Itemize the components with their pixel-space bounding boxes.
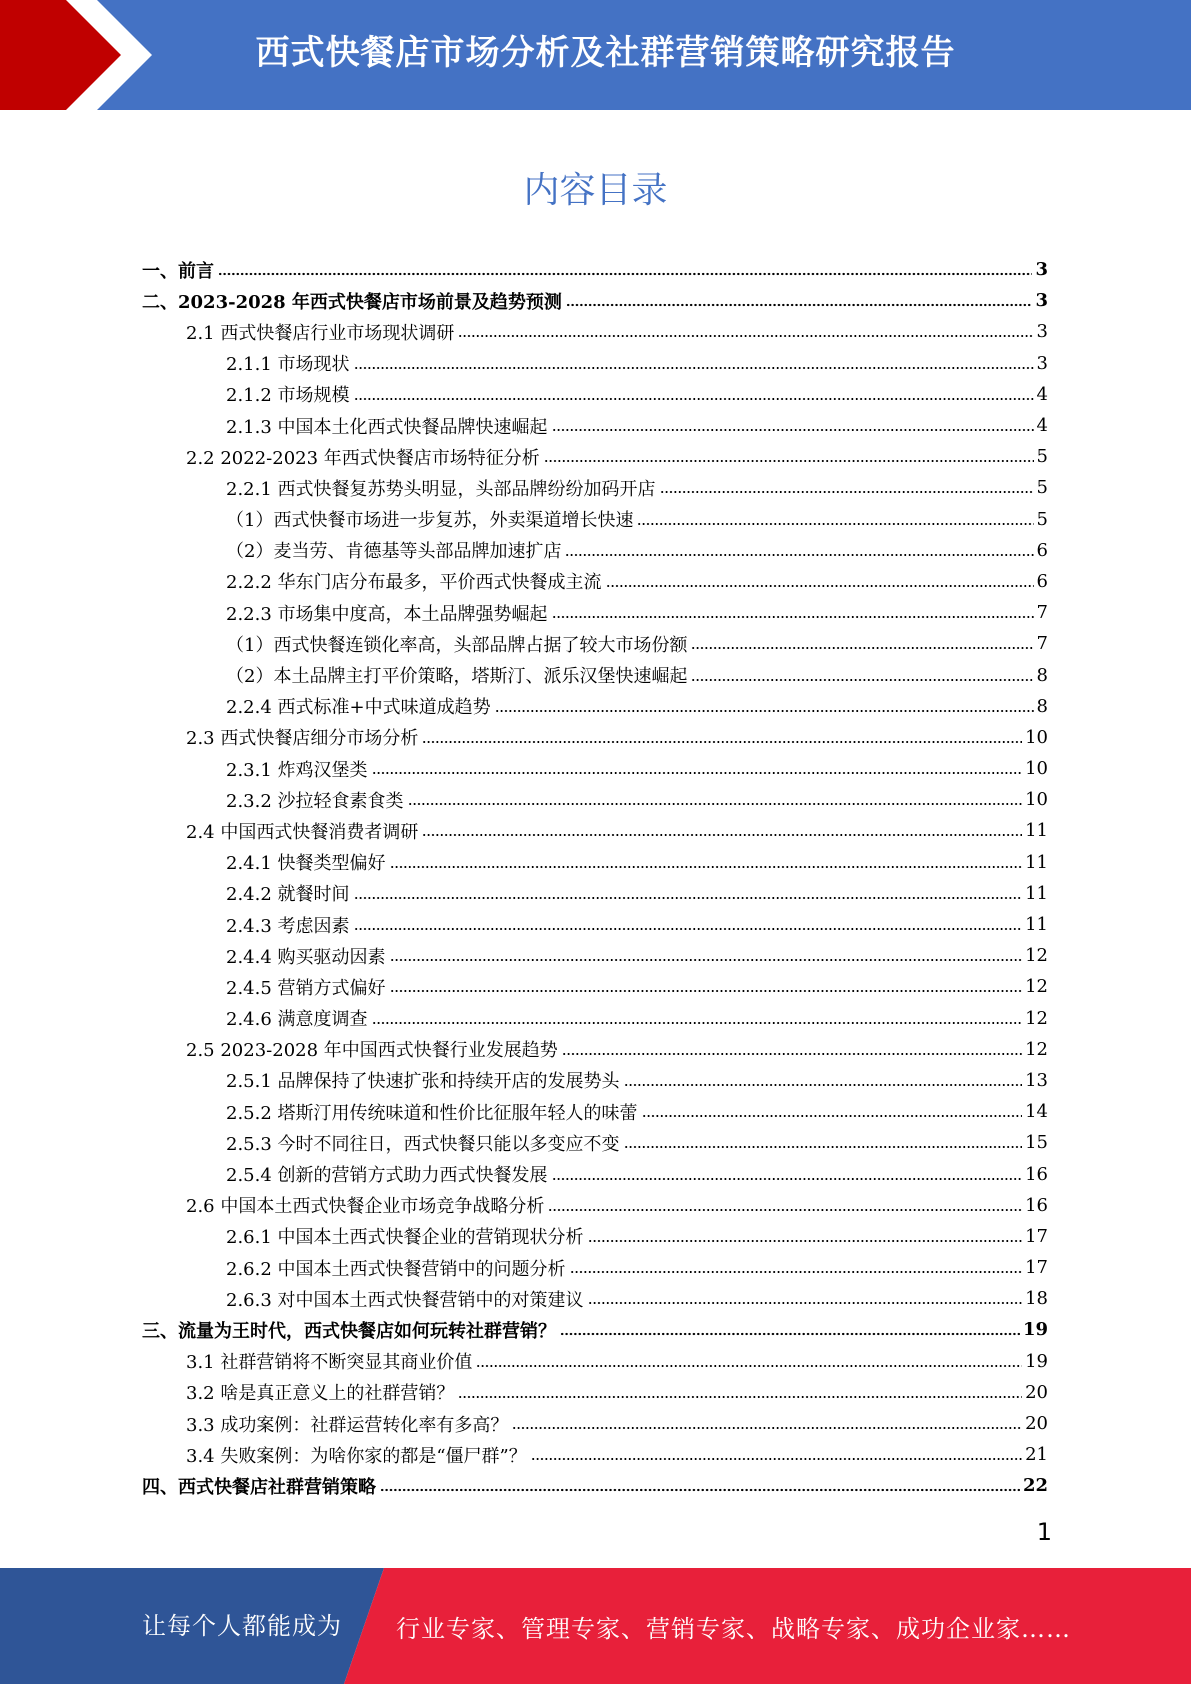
toc-entry-page: 19 xyxy=(1022,1319,1048,1341)
toc-entry-label: 3.2 啥是真正意义上的社群营销？ xyxy=(186,1383,455,1405)
toc-entry-label: 2.2.3 市场集中度高，本土品牌强势崛起 xyxy=(226,603,548,625)
toc-entry-label: 2.4.2 就餐时间 xyxy=(226,884,350,906)
footer-slogan-left: 让每个人都能成为 xyxy=(142,1612,342,1640)
toc-entry-label: 2.6.1 中国本土西式快餐企业的营销现状分析 xyxy=(226,1227,584,1249)
toc-dot-leader xyxy=(218,272,1032,276)
toc-entry-page: 20 xyxy=(1025,1413,1048,1435)
toc-dot-leader xyxy=(548,1208,1022,1212)
toc-entry-page: 18 xyxy=(1025,1288,1048,1310)
toc-dot-leader xyxy=(495,709,1034,713)
toc-dot-leader xyxy=(458,1395,1022,1399)
toc-entry-page: 19 xyxy=(1025,1350,1048,1372)
toc-dot-leader xyxy=(476,1364,1022,1368)
toc-entry[interactable] xyxy=(142,316,1048,347)
toc-entry-page: 14 xyxy=(1025,1101,1048,1123)
toc-entry[interactable] xyxy=(142,1065,1048,1096)
toc-entry-page: 10 xyxy=(1025,789,1048,811)
toc-dot-leader xyxy=(544,459,1034,463)
toc-entry[interactable] xyxy=(142,940,1048,971)
toc-entry[interactable] xyxy=(142,472,1048,503)
toc-entry[interactable] xyxy=(142,815,1048,846)
toc-entry[interactable] xyxy=(142,1408,1048,1439)
toc-entry[interactable] xyxy=(142,1439,1048,1470)
toc-dot-leader xyxy=(552,615,1034,619)
toc-entry-page: 22 xyxy=(1022,1475,1048,1497)
toc-entry-label: 3.1 社群营销将不断突显其商业价值 xyxy=(186,1352,473,1374)
toc-dot-leader xyxy=(380,1488,1020,1492)
toc-dot-leader xyxy=(372,1021,1023,1025)
toc-entry-label: 2.6.2 中国本土西式快餐营销中的问题分析 xyxy=(226,1258,566,1280)
toc-entry[interactable] xyxy=(142,784,1048,815)
toc-entry-label: 2.1 西式快餐店行业市场现状调研 xyxy=(186,322,455,344)
toc-entry-page: 3 xyxy=(1035,259,1048,281)
toc-entry-label: 2.3.2 沙拉轻食素食类 xyxy=(226,790,404,812)
toc-entry-label: 2.1.1 市场现状 xyxy=(226,354,350,376)
page-header xyxy=(0,0,1191,110)
toc-dot-leader xyxy=(562,1052,1022,1056)
toc-entry-page: 6 xyxy=(1036,539,1048,561)
toc-dot-leader xyxy=(458,334,1033,338)
toc-dot-leader xyxy=(422,740,1022,744)
toc-dot-leader xyxy=(372,771,1023,775)
toc-entry-label: 2.1.2 市场规模 xyxy=(226,385,350,407)
toc-entry[interactable] xyxy=(142,597,1048,628)
toc-entry-page: 11 xyxy=(1025,882,1048,904)
toc-entry-page: 3 xyxy=(1036,321,1048,343)
toc-dot-leader xyxy=(354,366,1034,370)
toc-entry-label: 2.5 2023-2028 年中国西式快餐行业发展趋势 xyxy=(186,1040,558,1062)
toc-dot-leader xyxy=(552,428,1034,432)
toc-entry-label: 三、流量为王时代，西式快餐店如何玩转社群营销？ xyxy=(142,1320,556,1342)
toc-entry-page: 11 xyxy=(1025,851,1048,873)
toc-entry[interactable] xyxy=(142,878,1048,909)
toc-entry[interactable] xyxy=(142,504,1048,535)
page-number: 1 xyxy=(1036,1518,1052,1546)
toc-dot-leader xyxy=(390,865,1023,869)
toc-entry-page: 11 xyxy=(1025,820,1048,842)
toc-entry[interactable] xyxy=(142,691,1048,722)
toc-dot-leader xyxy=(354,397,1034,401)
toc-entry-page: 17 xyxy=(1025,1225,1048,1247)
toc-entry-label: 二、2023-2028 年西式快餐店市场前景及趋势预测 xyxy=(142,291,562,313)
report-title: 西式快餐店市场分析及社群营销策略研究报告 xyxy=(255,33,956,73)
toc-entry-label: 2.2 2022-2023 年西式快餐店市场特征分析 xyxy=(186,447,540,469)
toc-entry-label: 2.4.6 满意度调查 xyxy=(226,1009,368,1031)
toc-entry-page: 7 xyxy=(1036,633,1048,655)
toc-entry-label: 2.4.4 购买驱动因素 xyxy=(226,946,386,968)
toc-entry[interactable] xyxy=(142,1158,1048,1189)
toc-entry-page: 10 xyxy=(1025,758,1048,780)
toc-entry-label: 2.2.1 西式快餐复苏势头明显，头部品牌纷纷加码开店 xyxy=(226,478,656,500)
toc-entry-page: 4 xyxy=(1036,415,1048,437)
footer-slogan-right: 行业专家、管理专家、营销专家、战略专家、成功企业家…… xyxy=(396,1615,1071,1643)
toc-entry[interactable] xyxy=(142,1314,1048,1345)
toc-dot-leader xyxy=(642,1114,1023,1118)
toc-entry-label: 四、西式快餐店社群营销策略 xyxy=(142,1476,376,1498)
toc-entry-label: 2.5.2 塔斯汀用传统味道和性价比征服年轻人的味蕾 xyxy=(226,1102,638,1124)
toc-entry-label: （1）西式快餐市场进一步复苏，外卖渠道增长快速 xyxy=(226,510,634,532)
toc-entry[interactable] xyxy=(142,971,1048,1002)
toc-entry[interactable] xyxy=(142,566,1048,597)
toc-entry-page: 12 xyxy=(1025,976,1048,998)
toc-entry-page: 8 xyxy=(1036,664,1048,686)
toc-entry-label: 一、前言 xyxy=(142,260,214,282)
toc-entry-label: 2.3 西式快餐店细分市场分析 xyxy=(186,728,419,750)
toc-entry[interactable] xyxy=(142,1190,1048,1221)
toc-dot-leader xyxy=(552,1177,1023,1181)
toc-entry-label: 3.3 成功案例：社群运营转化率有多高？ xyxy=(186,1414,509,1436)
toc-entry-page: 5 xyxy=(1036,446,1048,468)
toc-entry-label: 2.2.4 西式标准+中式味道成趋势 xyxy=(226,697,491,719)
toc-entry[interactable] xyxy=(142,254,1048,285)
toc-entry-label: 2.4.5 营销方式偏好 xyxy=(226,977,386,999)
toc-entry[interactable] xyxy=(142,753,1048,784)
toc-entry-label: 2.5.3 今时不同往日，西式快餐只能以多变应不变 xyxy=(226,1133,620,1155)
toc-entry-label: 2.6.3 对中国本土西式快餐营销中的对策建议 xyxy=(226,1289,584,1311)
toc-entry[interactable] xyxy=(142,1346,1048,1377)
toc-entry-label: （2）本土品牌主打平价策略，塔斯汀、派乐汉堡快速崛起 xyxy=(226,666,688,688)
toc-entry-page: 16 xyxy=(1025,1194,1048,1216)
toc-dot-leader xyxy=(624,1083,1023,1087)
toc-entry-page: 3 xyxy=(1036,352,1048,374)
toc-dot-leader xyxy=(624,1145,1023,1149)
toc-dot-leader xyxy=(422,833,1022,837)
toc-entry-label: 2.4 中国西式快餐消费者调研 xyxy=(186,821,419,843)
toc-dot-leader xyxy=(565,553,1033,557)
toc-entry-page: 8 xyxy=(1036,695,1048,717)
toc-entry-page: 12 xyxy=(1025,945,1048,967)
table-of-contents xyxy=(142,254,1048,1502)
toc-entry[interactable] xyxy=(142,1252,1048,1283)
toc-entry-page: 4 xyxy=(1036,383,1048,405)
toc-dot-leader xyxy=(570,1270,1023,1274)
toc-dot-leader xyxy=(390,989,1023,993)
toc-dot-leader xyxy=(691,646,1033,650)
toc-entry-page: 11 xyxy=(1025,914,1048,936)
toc-entry[interactable] xyxy=(142,348,1048,379)
toc-entry[interactable] xyxy=(142,285,1048,316)
toc-dot-leader xyxy=(637,522,1033,526)
toc-entry[interactable] xyxy=(142,1034,1048,1065)
toc-entry-label: 2.2.2 华东门店分布最多，平价西式快餐成主流 xyxy=(226,572,602,594)
toc-entry[interactable] xyxy=(142,1221,1048,1252)
toc-dot-leader xyxy=(588,1301,1023,1305)
toc-dot-leader xyxy=(691,678,1033,682)
toc-entry-page: 13 xyxy=(1025,1069,1048,1091)
toc-dot-leader xyxy=(512,1426,1022,1430)
toc-dot-leader xyxy=(354,896,1023,900)
toc-entry[interactable] xyxy=(142,379,1048,410)
toc-entry-label: 2.4.1 快餐类型偏好 xyxy=(226,853,386,875)
toc-dot-leader xyxy=(408,802,1023,806)
toc-entry-page: 5 xyxy=(1036,508,1048,530)
toc-entry[interactable] xyxy=(142,909,1048,940)
toc-entry-label: 2.6 中国本土西式快餐企业市场竞争战略分析 xyxy=(186,1196,545,1218)
toc-entry[interactable] xyxy=(142,628,1048,659)
toc-entry-label: （2）麦当劳、肯德基等头部品牌加速扩店 xyxy=(226,541,562,563)
toc-entry-page: 17 xyxy=(1025,1257,1048,1279)
page-footer xyxy=(0,1568,1191,1684)
toc-dot-leader xyxy=(660,490,1034,494)
toc-entry-label: 2.1.3 中国本土化西式快餐品牌快速崛起 xyxy=(226,416,548,438)
toc-dot-leader xyxy=(566,303,1033,307)
toc-entry[interactable] xyxy=(142,1127,1048,1158)
toc-entry[interactable] xyxy=(142,659,1048,690)
toc-entry[interactable] xyxy=(142,1003,1048,1034)
toc-entry-page: 10 xyxy=(1025,726,1048,748)
toc-entry[interactable] xyxy=(142,535,1048,566)
toc-heading: 内容目录 xyxy=(523,170,668,211)
toc-entry[interactable] xyxy=(142,1096,1048,1127)
toc-entry[interactable] xyxy=(142,1377,1048,1408)
toc-entry-label: （1）西式快餐连锁化率高，头部品牌占据了较大市场份额 xyxy=(226,634,688,656)
toc-entry-label: 2.5.4 创新的营销方式助力西式快餐发展 xyxy=(226,1165,548,1187)
toc-dot-leader xyxy=(531,1457,1022,1461)
toc-entry-page: 12 xyxy=(1025,1007,1048,1029)
toc-dot-leader xyxy=(354,927,1023,931)
toc-entry[interactable] xyxy=(142,847,1048,878)
toc-entry-page: 12 xyxy=(1025,1038,1048,1060)
toc-dot-leader xyxy=(390,958,1023,962)
toc-entry-page: 6 xyxy=(1036,570,1048,592)
toc-entry-label: 2.4.3 考虑因素 xyxy=(226,915,350,937)
toc-entry-page: 15 xyxy=(1025,1132,1048,1154)
toc-entry[interactable] xyxy=(142,441,1048,472)
toc-entry[interactable] xyxy=(142,1470,1048,1501)
toc-entry-label: 2.5.1 品牌保持了快速扩张和持续开店的发展势头 xyxy=(226,1071,620,1093)
toc-dot-leader xyxy=(560,1332,1020,1336)
toc-entry-page: 7 xyxy=(1036,602,1048,624)
toc-entry[interactable] xyxy=(142,722,1048,753)
toc-dot-leader xyxy=(588,1239,1023,1243)
toc-entry-page: 21 xyxy=(1025,1444,1048,1466)
toc-entry-page: 16 xyxy=(1025,1163,1048,1185)
toc-entry-page: 5 xyxy=(1036,477,1048,499)
toc-entry-label: 3.4 失败案例：为啥你家的都是“僵尸群”？ xyxy=(186,1445,527,1467)
toc-entry[interactable] xyxy=(142,1283,1048,1314)
toc-entry[interactable] xyxy=(142,410,1048,441)
toc-entry-label: 2.3.1 炸鸡汉堡类 xyxy=(226,759,368,781)
toc-entry-page: 20 xyxy=(1025,1381,1048,1403)
toc-entry-page: 3 xyxy=(1035,290,1048,312)
toc-dot-leader xyxy=(606,584,1034,588)
